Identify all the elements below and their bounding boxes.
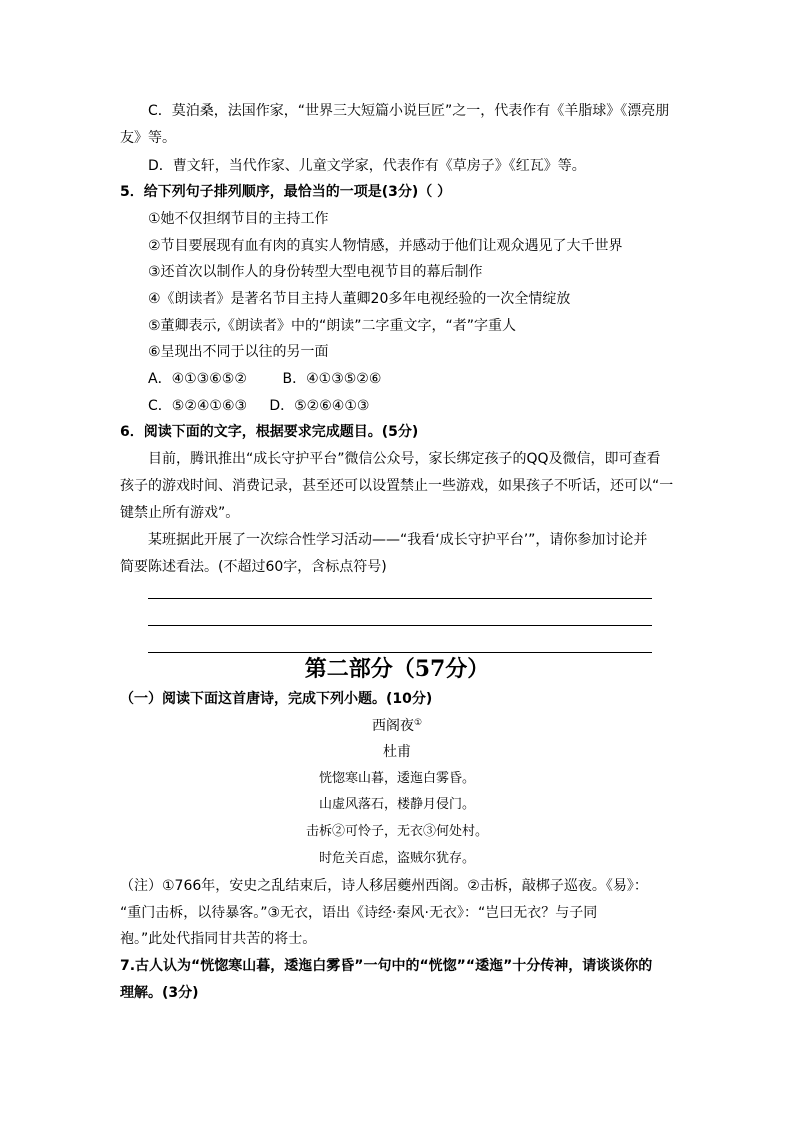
q6-para1-line1: 目前，腾讯推出“成长守护平台”微信公众号，家长绑定孩子的QQ及微信，即可查看 (148, 451, 661, 467)
q6-para2-line1: 某班据此开展了一次综合性学习活动——“我看‘成长守护平台’”，请你参加讨论并 (148, 532, 648, 548)
q5-sentence-4: ④《朗读者》是著名节目主持人董卿20多年电视经验的一次全情绽放 (148, 291, 571, 307)
q5-sentence-2: ②节目要展现有血有肉的真实人物情感，并感动于他们让观众遇见了大千世界 (148, 238, 623, 254)
poem-title (0, 716, 794, 736)
q6-para2-line2: 简要陈述看法。(不超过60字，含标点符号) (120, 559, 387, 575)
answer-line-3[interactable] (148, 652, 652, 653)
poem-note-line2: “重门击柝，以待暴客。”③无衣，语出《诗经·秦风·无衣》：“岂曰无衣？与子同 (120, 905, 598, 921)
q6-question: 6．阅读下面的文字，根据要求完成题目。(5分) (120, 424, 419, 440)
poem-line-4: 时危关百虑，盗贼尔犹存。 (318, 851, 475, 866)
q4-option-c-line2: 友》等。 (120, 130, 176, 146)
q5-sentence-6: ⑥呈现出不同于以往的另一面 (148, 344, 329, 360)
q5-question: 5．给下列句子排列顺序，最恰当的一项是(3分)（ ） (120, 184, 452, 200)
q5-options-row2: C．⑤②④①⑥③ D．⑤②⑥④①③ (148, 398, 370, 414)
poem-author: 杜甫 (383, 744, 411, 760)
q5-sentence-3: ③还首次以制作人的身份转型大型电视节目的幕后制作 (148, 264, 483, 280)
poem-note-line3: 袍。”此处代指同甘共苦的将士。 (120, 931, 317, 947)
part2-section1: （一）阅读下面这首唐诗，完成下列小题。(10分) (120, 691, 433, 707)
q7-line1: 7.古人认为“恍惚寒山暮，逶迤白雾昏”一句中的“恍惚”“逶迤”十分传神，请谈谈你的 (120, 958, 653, 974)
poem-line-3: 击柝②可怜子，无衣③何处村。 (305, 824, 488, 839)
q6-para1-line2: 孩子的游戏时间、消费记录，甚至还可以设置禁止一些游戏，如果孩子不听话，还可以“一 (120, 478, 674, 494)
q4-option-c-line1: C．莫泊桑，法国作家，“世界三大短篇小说巨匠”之一，代表作有《羊脂球》《漂亮朋 (148, 103, 670, 119)
poem-line-2: 山虚风落石，楼静月侵门。 (318, 797, 475, 812)
answer-line-2[interactable] (148, 625, 652, 626)
poem-title-text: 西阁夜 (371, 718, 414, 734)
answer-line-1[interactable] (148, 598, 652, 599)
poem-line-1: 恍惚寒山暮，逶迤白雾昏。 (318, 771, 475, 786)
q5-sentence-5: ⑤董卿表示,《朗读者》中的“朗读”二字重文字，“者”字重人 (148, 318, 517, 334)
q6-para1-line3: 键禁止所有游戏”。 (120, 505, 240, 521)
q5-sentence-1: ①她不仅担纲节目的主持工作 (148, 211, 329, 227)
q5-options-row1: A．④①③⑥⑤② B．④①③⑤②⑥ (148, 371, 382, 387)
q4-option-d: D．曹文轩，当代作家、儿童文学家，代表作有《草房子》《红瓦》等。 (148, 158, 586, 174)
q7-line2: 理解。(3分) (120, 985, 199, 1001)
poem-title-note: ① (413, 718, 423, 728)
poem-note-line1: （注）①766年，安史之乱结束后，诗人移居夔州西阁。②击柝，敲梆子巡夜。《易》： (120, 878, 648, 894)
part2-title: 第二部分（57分） (304, 656, 490, 682)
